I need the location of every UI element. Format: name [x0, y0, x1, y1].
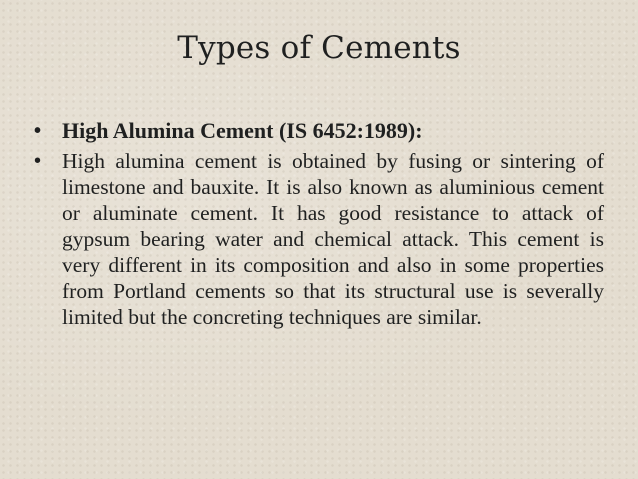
bullet-item-body	[34, 148, 604, 330]
slide-title: Types of Cements	[177, 30, 461, 66]
bullet-text: High Alumina Cement (IS 6452:1989):	[62, 118, 423, 143]
bullet-item-heading	[34, 117, 604, 145]
bullet-text: High alumina cement is obtained by fusing or sintering of limestone and bauxite. It is also known as aluminious cement or aluminate cement. It has good resistance to attack of gypsum bearing water and chemical attack. This cement is very different in its composition and also in some properties from Portland cements so that its structural use is severally limited but the concreting techniques are similar.	[62, 149, 604, 329]
bullet-icon: •	[34, 150, 42, 172]
bullet-list	[34, 117, 604, 330]
bullet-icon: •	[34, 120, 42, 142]
